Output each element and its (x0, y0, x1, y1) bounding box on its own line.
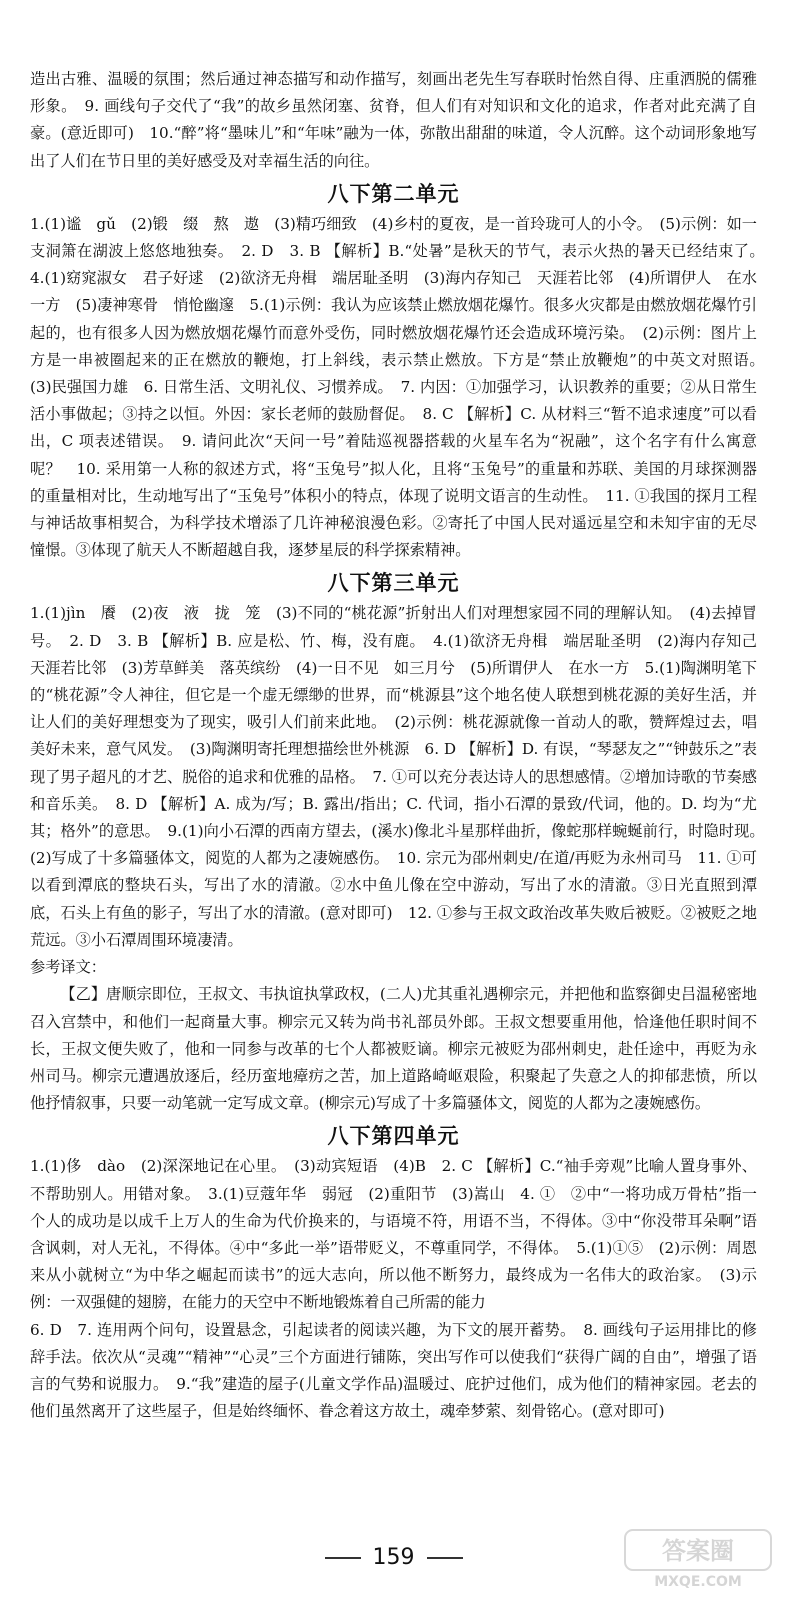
watermark-line1: 答案圈 (662, 1537, 734, 1565)
answer-page (30, 66, 773, 1425)
page-number-left-dash (325, 1557, 361, 1559)
unit4-answers: 1.(1)侈 dào (2)深深地记在心里。 (3)动宾短语 (4)B 2. C 【解析】C.“袖手旁观”比喻人置身事外、不帮助别人。用错对象。 3.(1)豆蔻年华 弱冠 (2)重阳节 (3)嵩山 4. ① ②中“一将功成万骨枯”指一个人的成功是以成千上万人的生命为代价换来的，与语境不符，用语不当，不得体。③中“你没带耳朵啊”语含讽刺，对人无礼，不得体。④中“多此一举”语带贬义，不尊重同学，不得体。 5.(1)①⑤ (2)示例：周恩来从小就树立“为中华之崛起而读书”的远大志向，所以他不断努力，最终成为一名伟大的政治家。 (3)示例：一双强健的翅膀，在能力的天空中不断地锻炼着自己所需的能力 (30, 1157, 757, 1312)
unit2-answers: 1.(1)谧 gǔ (2)锻 缀 熬 遨 (3)精巧细致 (4)乡村的夏夜，是一首玲珑可人的小令。 (5)示例：如一支洞箫在湖波上悠悠地独奏。 2. D 3. B 【解析】B.“处暑”是秋天的节气，表示火热的暑天已经结束了。 4.(1)窈窕淑女 君子好逑 (2)欲济无舟楫 端居耻圣明 (3)海内存知己 天涯若比邻 (4)所谓伊人 在水一方 (5)凄神寒骨 悄怆幽邃 5.(1)示例：我认为应该禁止燃放烟花爆竹。很多火灾都是由燃放烟花爆竹引起的，也有很多人因为燃放烟花爆竹而意外受伤，同时燃放烟花爆竹还会造成环境污染。 (2)示例：图片上方是一串被圈起来的正在燃放的鞭炮，打上斜线，表示禁止燃放。下方是“禁止放鞭炮”的中英文对照语。 (3)民强国力雄 6. 日常生活、文明礼仪、习惯养成。 7. 内因：①加强学习，认识教养的重要；②从日常生活小事做起；③持之以恒。外因：家长老师的鼓励督促。 8. C 【解析】C. 从材料三“暂不追求速度”可以看出，C 项表述错误。 9. 请问此次“天问一号”着陆巡视器搭载的火星车名为“祝融”，这个名字有什么寓意呢？ 10. 采用第一人称的叙述方式，将“玉兔号”拟人化，且将“玉兔号”的重量和苏联、美国的月球探测器的重量相对比，生动地写出了“玉兔号”体积小的特点，体现了说明文语言的生动性。 11. ①我国的探月工程与神话故事相契合，为科学技术增添了几许神秘浪漫色彩。②寄托了中国人民对遥远星空和未知宇宙的无尽憧憬。③体现了航天人不断超越自我，逐梦星辰的科学探索精神。 (30, 214, 773, 560)
watermark-line2: MXQE.COM (654, 1574, 742, 1590)
reference-translation-text: 【乙】唐顺宗即位，王叔文、韦执谊执掌政权，(二人)尤其重礼遇柳宗元，并把他和监察御史吕温秘密地召入宫禁中，和他们一起商量大事。柳宗元又转为尚书礼部员外郎。王叔文想要重用他，恰逢他任职时间不长，王叔文便失败了，他和一同参与改革的七个人都被贬谪。柳宗元被贬为邵州刺史，赴任途中，再贬为永州司马。柳宗元遭遇放逐后，经历蛮地瘴疠之苦，加上道路崎岖艰险，积聚起了失意之人的抑郁悲愤，所以他抒情叙事，只要一动笔就一定写成文章。(柳宗元)写成了十多篇骚体文，阅览的人都为之凄婉感伤。 (30, 985, 757, 1113)
unit3-answers: 1.(1)jìn 餍 (2)夜 液 拢 笼 (3)不同的“桃花源”折射出人们对理想家园不同的理解认知。 (4)去掉冒号。 2. D 3. B 【解析】B. 应是松、竹、梅，没有鹿。 4.(1)欲济无舟楫 端居耻圣明 (2)海内存知己 天涯若比邻 (3)芳草鲜美 落英缤纷 (4)一日不见 如三月兮 (5)所谓伊人 在水一方 5.(1)陶渊明笔下的“桃花源”令人神往，但它是一个虚无缥缈的世界，而“桃源县”这个地名使人联想到桃花源的美好生活，并让人们的美好理想变为了现实，吸引人们前来此地。 (2)示例：桃花源就像一首动人的歌，赞辉煌过去，唱美好未来，意气风发。 (3)陶渊明寄托理想描绘世外桃源 6. D 【解析】D. 有误，“琴瑟友之”“钟鼓乐之”表现了男子超凡的才艺、脱俗的追求和优雅的品格。 7. ①可以充分表达诗人的思想感情。②增加诗歌的节奏感和音乐美。 8. D 【解析】A. 成为/写；B. 露出/指出；C. 代词，指小石潭的景致/代词，他的。D. 均为“尤其；格外”的意思。 9.(1)向小石潭的西南方望去，(溪水)像北斗星那样曲折，像蛇那样蜿蜒前行，时隐时现。 (2)写成了十多篇骚体文，阅览的人都为之凄婉感伤。 10. 宗元为邵州刺史/在道/再贬为永州司马 11. ①可以看到潭底的整块石头，写出了水的清澈。②水中鱼儿像在空中游动，写出了水的清澈。③日光直照到潭底，石头上有鱼的影子，写出了水的清澈。(意对即可) 12. ①参与王叔文政治改革失败后被贬。②被贬之地荒远。③小石潭周围环境凄清。 (30, 604, 773, 949)
page-number-right-dash (427, 1557, 463, 1559)
page-number-value: 159 (372, 1545, 415, 1570)
unit3-heading: 八下第三单元 (327, 571, 460, 596)
unit4-heading: 八下第四单元 (327, 1124, 460, 1149)
reference-translation-label: 参考译文： (30, 958, 106, 977)
watermark-logo (623, 1528, 773, 1590)
unit2-heading: 八下第二单元 (327, 181, 460, 206)
intro-paragraph: 造出古雅、温暖的氛围；然后通过神态描写和动作描写，刻画出老先生写春联时怡然自得、庄重洒脱的儒雅形象。 9. 画线句子交代了“我”的故乡虽然闭塞、贫脊，但人们有对知识和文化的追求，作者对此充满了自豪。(意近即可) 10.“醉”将“墨味儿”和“年味”融为一体，弥散出甜甜的味道，令人沉醉。这个动词形象地写出了人们在节日里的美好感受及对幸福生活的向往。 (30, 70, 757, 170)
unit4-answers-continued: 6. D 7. 连用两个问句，设置悬念，引起读者的阅读兴趣，为下文的展开蓄势。 8. 画线句子运用排比的修辞手法。依次从“灵魂”“精神”“心灵”三个方面进行铺陈，突出写作可以使我们“获得广阔的自由”，增强了语言的气势和说服力。 9.“我”建造的屋子(儿童文学作品)温暖过、庇护过他们，成为他们的精神家园。老去的他们虽然离开了这些屋子，但是始终缅怀、眷念着这方故土，魂牵梦萦、刻骨铭心。(意对即可) (30, 1320, 757, 1421)
